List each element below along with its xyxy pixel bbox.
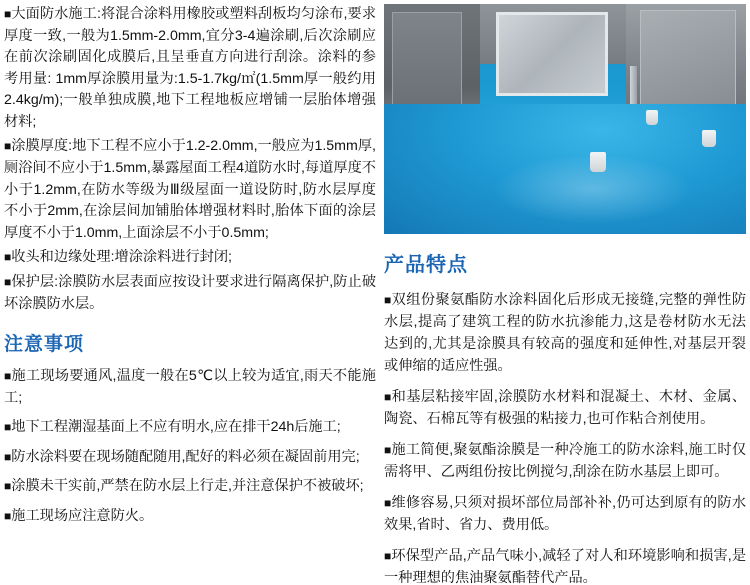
notes-section-title: 注意事项 (4, 334, 85, 356)
square-bullet-icon: ■ (4, 449, 12, 464)
feature-item: ■维修容易,只须对损坏部位局部补补,仍可达到原有的防水效果,省时、省力、费用低。 (384, 495, 747, 533)
photo-bucket (590, 152, 606, 172)
square-bullet-icon: ■ (4, 139, 12, 154)
square-bullet-icon: ■ (4, 274, 12, 289)
notes-list (4, 366, 376, 527)
paragraph-film-thickness: ■涂膜厚度:地下工程不应小于1.2-2.0mm,一般应为1.5mm厚,厕浴间不应小于1.5mm,暴露屋面工程4道防水时,每道厚度不小于1.2mm,在防水等级为Ⅲ级屋面一道设防时,防水层厚度不小于2mm,在涂层间加铺胎体增强材料时,胎体下面的涂层厚度不小于1.0mm,上面涂层不小于0.5mm; (4, 138, 376, 241)
feature-item: ■环保型产品,产品气味小,减轻了对人和环境影响和损害,是一种理想的焦油聚氨酯替代产品。 (384, 548, 747, 585)
paragraph-edge-treatment: ■收头和边缘处理:增涂涂料进行封闭; (4, 249, 232, 266)
square-bullet-icon: ■ (384, 496, 392, 510)
note-item: ■防水涂料要在现场随配随用,配好的料必须在凝固前用完; (4, 448, 360, 465)
features-list (384, 289, 746, 585)
feature-item: ■施工简便,聚氨酯涂膜是一种冷施工的防水涂料,施工时仅需将甲、乙两组份按比例搅匀,刮涂在防水基层上即可。 (384, 442, 747, 480)
square-bullet-icon: ■ (384, 390, 392, 404)
note-item: ■施工现场应注意防火。 (4, 507, 154, 524)
square-bullet-icon: ■ (4, 508, 12, 523)
feature-item: ■和基层粘接牢固,涂膜防水材料和混凝土、木材、金属、陶瓷、石棉瓦等有极强的粘接力,也可作粘合剂使用。 (384, 389, 747, 427)
square-bullet-icon: ■ (4, 479, 12, 494)
right-text-column (384, 248, 746, 585)
features-section-title: 产品特点 (384, 254, 468, 276)
square-bullet-icon: ■ (4, 420, 12, 435)
left-text-column (4, 4, 376, 536)
note-item: ■地下工程潮湿基面上不应有明水,应在排干24h后施工; (4, 419, 341, 436)
photo-wall-panel (640, 10, 736, 106)
photo-bucket (646, 110, 658, 125)
photo-bucket (702, 130, 716, 147)
blue-waterproof-coating-floor-photo (384, 4, 746, 234)
photo-window (496, 12, 608, 96)
feature-item: ■双组份聚氨酯防水涂料固化后形成无接缝,完整的弹性防水层,提高了建筑工程的防水抗渗能力,这是卷材防水无法达到的,尤其是涂膜具有较高的强度和延伸性,对基层开裂或伸缩的适应性强。 (384, 292, 747, 374)
note-item: ■涂膜未干实前,严禁在防水层上行走,并注意保护不被破坏; (4, 478, 364, 495)
square-bullet-icon: ■ (384, 293, 392, 307)
square-bullet-icon: ■ (4, 7, 12, 21)
square-bullet-icon: ■ (4, 250, 12, 265)
square-bullet-icon: ■ (4, 369, 12, 384)
paragraph-application: ■大面防水施工:将混合涂料用橡胶或塑料刮板均匀涂布,要求厚度一致,一般为1.5mm-2.0mm,宜分3-4遍涂刷,后次涂刷应在前次涂刷固化成膜后,且呈垂直方向进行刮涂。涂料的参考用量: 1mm厚涂膜用量为:1.5-1.7kg/㎡(1.5mm厚一般约用2.4kg/m);一般单独成膜,地下工程地板应增铺一层胎体增强材料; (4, 6, 377, 130)
square-bullet-icon: ■ (384, 549, 392, 563)
paragraph-protective-layer: ■保护层:涂膜防水层表面应按设计要求进行隔离保护,防止破坏涂膜防水层。 (4, 273, 377, 312)
square-bullet-icon: ■ (384, 443, 392, 457)
note-item: ■施工现场要通风,温度一般在5℃以上较为适宜,雨天不能施工; (4, 368, 376, 406)
